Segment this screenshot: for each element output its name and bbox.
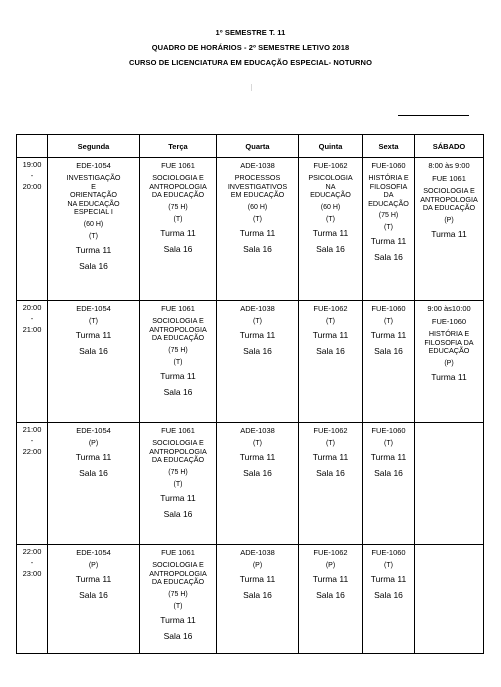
course-title-line: ANTROPOLOGIA: [149, 446, 207, 456]
class-cell: [415, 423, 484, 545]
schedule-title: QUADRO DE HORÁRIOS - 2º SEMESTRE LETIVO 2018: [151, 43, 350, 52]
course-hours: (75 H): [168, 346, 188, 354]
room-label: Sala 16: [316, 590, 345, 600]
course-title-line: PROCESSOS: [234, 173, 281, 182]
class-group: Turma 11: [160, 370, 196, 381]
time-label: 21:00: [22, 325, 42, 334]
divider-tick: [251, 84, 252, 91]
class-group: Turma 11: [312, 452, 349, 462]
course-code: FUE-1060: [431, 317, 467, 326]
course-title-line: HISTÓRIA E: [428, 329, 470, 338]
course-code: ADE-1038: [240, 161, 275, 170]
course-title: [140, 439, 216, 465]
course-title-line: FILOSOFIA DA: [424, 337, 474, 347]
class-type: (T): [173, 358, 183, 366]
class-type: (T): [173, 602, 183, 610]
class-cell: [217, 545, 299, 654]
class-type: (T): [89, 232, 98, 240]
class-group: Turma 11: [160, 492, 196, 503]
class-cell: [363, 301, 415, 423]
class-group: Turma 11: [160, 614, 196, 625]
course-title-line: ANTROPOLOGIA: [149, 181, 207, 191]
time-label: -: [30, 314, 34, 323]
course-title-line: NA EDUCAÇÃO: [67, 198, 120, 208]
time-cell: [17, 301, 48, 423]
class-cell: [299, 545, 363, 654]
class-cell: [217, 301, 299, 423]
room-label: Sala 16: [316, 346, 345, 356]
class-type: (P): [88, 440, 99, 447]
class-group: Turma 11: [431, 228, 467, 239]
class-group: Turma 11: [370, 574, 407, 584]
course-title-line: DA: [383, 190, 394, 200]
signature-line: [398, 115, 469, 116]
course-code: FUE 1061: [161, 426, 195, 435]
class-cell: [299, 158, 363, 301]
class-type: (T): [253, 440, 262, 447]
course-code: FUE-1062: [313, 426, 348, 435]
course-title-line: DA EDUCAÇÃO: [422, 203, 476, 213]
class-type: (T): [253, 215, 262, 223]
class-type: (P): [252, 562, 263, 569]
schedule-row: [17, 423, 484, 545]
course-title-line: NA: [325, 181, 336, 191]
course-title-line: FILOSOFIA: [369, 181, 408, 191]
course-title-line: EM EDUCAÇÃO: [230, 190, 285, 200]
course-code: EDE-1054: [76, 161, 111, 170]
course-title-line: ORIENTAÇÃO: [70, 190, 117, 200]
course-code: FUE-1062: [313, 548, 348, 557]
room-label: Sala 16: [163, 243, 193, 254]
course-title-line: SOCIOLOGIA E: [152, 560, 204, 569]
room-label: Sala 16: [243, 468, 272, 478]
class-type: (T): [384, 440, 393, 447]
class-type: (T): [326, 318, 335, 325]
class-type: (T): [173, 215, 183, 223]
class-type: (T): [384, 224, 393, 232]
day-header: Terça: [140, 135, 217, 158]
class-type: (P): [325, 562, 336, 569]
class-group: Turma 11: [312, 330, 349, 340]
course-code: FUE-1062: [313, 304, 348, 313]
class-cell: [48, 301, 140, 423]
room-label: Sala 16: [316, 243, 345, 254]
course-hours: (75 H): [378, 212, 399, 220]
class-cell: [415, 301, 484, 423]
course-title-line: ANTROPOLOGIA: [149, 324, 207, 334]
course-hours: (60 H): [247, 203, 268, 211]
schedule-row: [17, 301, 484, 423]
class-type: (T): [326, 215, 335, 223]
course-code: FUE-1060: [371, 426, 406, 435]
class-type: (T): [253, 318, 262, 325]
room-label: Sala 16: [374, 252, 403, 263]
class-cell: [363, 545, 415, 654]
course-hours: (75 H): [168, 590, 188, 598]
room-label: Sala 16: [79, 468, 108, 478]
class-group: Turma 11: [75, 330, 112, 340]
course-hours: (75 H): [168, 468, 188, 476]
time-label: 20:00: [22, 303, 42, 312]
class-cell: [415, 545, 484, 654]
course-code: FUE 1061: [161, 548, 195, 557]
course-title: [415, 187, 483, 213]
day-header: SÁBADO: [415, 135, 484, 158]
schedule-row: [17, 545, 484, 654]
course-title-line: INVESTIGATIVOS: [227, 181, 288, 191]
time-label: -: [30, 558, 34, 567]
course-title-line: SOCIOLOGIA E: [152, 438, 204, 447]
room-label: Sala 16: [374, 346, 403, 356]
class-type: (T): [89, 318, 98, 325]
course-title-line: ESPECIAL I: [74, 207, 113, 217]
class-type: (P): [88, 562, 99, 569]
time-slot: 8:00 às 9:00: [428, 161, 470, 170]
class-group: Turma 11: [312, 574, 349, 584]
course-code: EDE-1054: [76, 548, 111, 557]
class-cell: [48, 545, 140, 654]
course-code: EDE-1054: [76, 304, 111, 313]
course-code: FUE 1061: [161, 161, 195, 170]
time-label: 22:00: [22, 447, 42, 456]
course-title: [415, 330, 483, 356]
time-cell: [17, 158, 48, 301]
course-hours: (75 H): [168, 203, 188, 211]
class-cell: [140, 158, 217, 301]
class-cell: [140, 423, 217, 545]
course-title: [140, 317, 216, 343]
course-title-line: DA EDUCAÇÃO: [151, 190, 205, 200]
course-code: FUE-1060: [371, 304, 406, 313]
class-group: Turma 11: [239, 330, 276, 340]
course-title-line: E: [91, 181, 96, 191]
course-code: ADE-1038: [240, 304, 275, 313]
course-title-line: ANTROPOLOGIA: [420, 194, 478, 204]
course-title-line: SOCIOLOGIA E: [423, 186, 475, 195]
time-cell: [17, 423, 48, 545]
room-label: Sala 16: [163, 630, 193, 641]
course-code: ADE-1038: [240, 548, 275, 557]
time-label: 20:00: [22, 182, 42, 191]
course-code: FUE-1060: [371, 161, 406, 170]
time-label: 22:00: [22, 547, 42, 556]
course-hours: (60 H): [320, 203, 341, 211]
class-cell: [415, 158, 484, 301]
room-label: Sala 16: [79, 260, 108, 271]
course-code: FUE 1061: [161, 304, 195, 313]
class-cell: [363, 158, 415, 301]
class-group: Turma 11: [75, 244, 112, 255]
class-cell: [48, 423, 140, 545]
class-cell: [48, 158, 140, 301]
course-title: CURSO DE LICENCIATURA EM EDUCAÇÃO ESPECIAL- NOTURNO: [128, 58, 373, 67]
class-group: Turma 11: [312, 227, 349, 238]
class-cell: [299, 423, 363, 545]
time-label: 23:00: [22, 569, 42, 578]
course-code: FUE-1062: [313, 161, 348, 170]
day-header: Segunda: [48, 135, 140, 158]
day-header-row: [17, 135, 484, 158]
time-label: -: [30, 171, 34, 180]
course-title-line: SOCIOLOGIA E: [152, 173, 204, 182]
class-type: (T): [173, 480, 183, 488]
class-group: Turma 11: [431, 371, 467, 382]
room-label: Sala 16: [163, 386, 193, 397]
course-code: FUE 1061: [432, 174, 466, 183]
schedule-table: [16, 134, 484, 654]
course-code: ADE-1038: [240, 426, 275, 435]
course-title-line: ANTROPOLOGIA: [149, 568, 207, 578]
day-header: Quinta: [299, 135, 363, 158]
class-type: (T): [384, 562, 393, 569]
course-title: [48, 174, 139, 217]
time-label: 19:00: [22, 160, 42, 169]
corner-cell: [17, 135, 48, 158]
time-label: -: [30, 436, 34, 445]
class-group: Turma 11: [160, 227, 196, 238]
course-hours: (60 H): [83, 220, 104, 228]
class-group: Turma 11: [370, 452, 407, 462]
course-title-line: SOCIOLOGIA E: [152, 316, 204, 325]
course-title-line: INVESTIGAÇÃO: [66, 173, 121, 182]
course-title: [299, 174, 362, 200]
time-slot: 9:00 às10:00: [427, 304, 471, 313]
course-title-line: DA EDUCAÇÃO: [151, 333, 205, 343]
room-label: Sala 16: [316, 468, 345, 478]
class-type: (T): [384, 318, 393, 325]
course-title-line: EDUCAÇÃO: [428, 346, 470, 356]
course-title-line: DA EDUCAÇÃO: [151, 455, 205, 465]
course-title: [140, 561, 216, 587]
class-type: (P): [444, 359, 454, 367]
room-label: Sala 16: [243, 590, 272, 600]
course-title-line: EDUCAÇÃO: [368, 198, 409, 208]
course-title-line: EDUCAÇÃO: [310, 190, 351, 200]
room-label: Sala 16: [374, 468, 403, 478]
course-code: FUE-1060: [371, 548, 406, 557]
class-cell: [363, 423, 415, 545]
class-group: Turma 11: [75, 452, 112, 462]
course-title-line: DA EDUCAÇÃO: [151, 577, 205, 587]
class-group: Turma 11: [370, 236, 407, 247]
class-cell: [140, 545, 217, 654]
class-group: Turma 11: [239, 452, 276, 462]
room-label: Sala 16: [79, 346, 108, 356]
time-cell: [17, 545, 48, 654]
course-title-line: PSICOLOGIA: [308, 173, 353, 182]
class-cell: [140, 301, 217, 423]
time-label: 21:00: [22, 425, 42, 434]
class-type: (P): [444, 216, 454, 224]
room-label: Sala 16: [243, 346, 272, 356]
course-title: [363, 174, 414, 208]
course-title-line: HISTÓRIA E: [368, 173, 409, 182]
class-cell: [217, 423, 299, 545]
room-label: Sala 16: [163, 508, 193, 519]
room-label: Sala 16: [243, 243, 272, 254]
class-cell: [217, 158, 299, 301]
course-title: [217, 174, 298, 200]
day-header: Sexta: [363, 135, 415, 158]
class-type: (T): [326, 440, 335, 447]
class-group: Turma 11: [75, 574, 112, 584]
class-group: Turma 11: [239, 227, 276, 238]
room-label: Sala 16: [374, 590, 403, 600]
class-group: Turma 11: [370, 330, 407, 340]
schedule-row: [17, 158, 484, 301]
semester-label: 1º SEMESTRE T. 11: [215, 28, 286, 37]
day-header: Quarta: [217, 135, 299, 158]
course-title: [140, 174, 216, 200]
class-cell: [299, 301, 363, 423]
room-label: Sala 16: [79, 590, 108, 600]
class-group: Turma 11: [239, 574, 276, 584]
course-code: EDE-1054: [76, 426, 111, 435]
